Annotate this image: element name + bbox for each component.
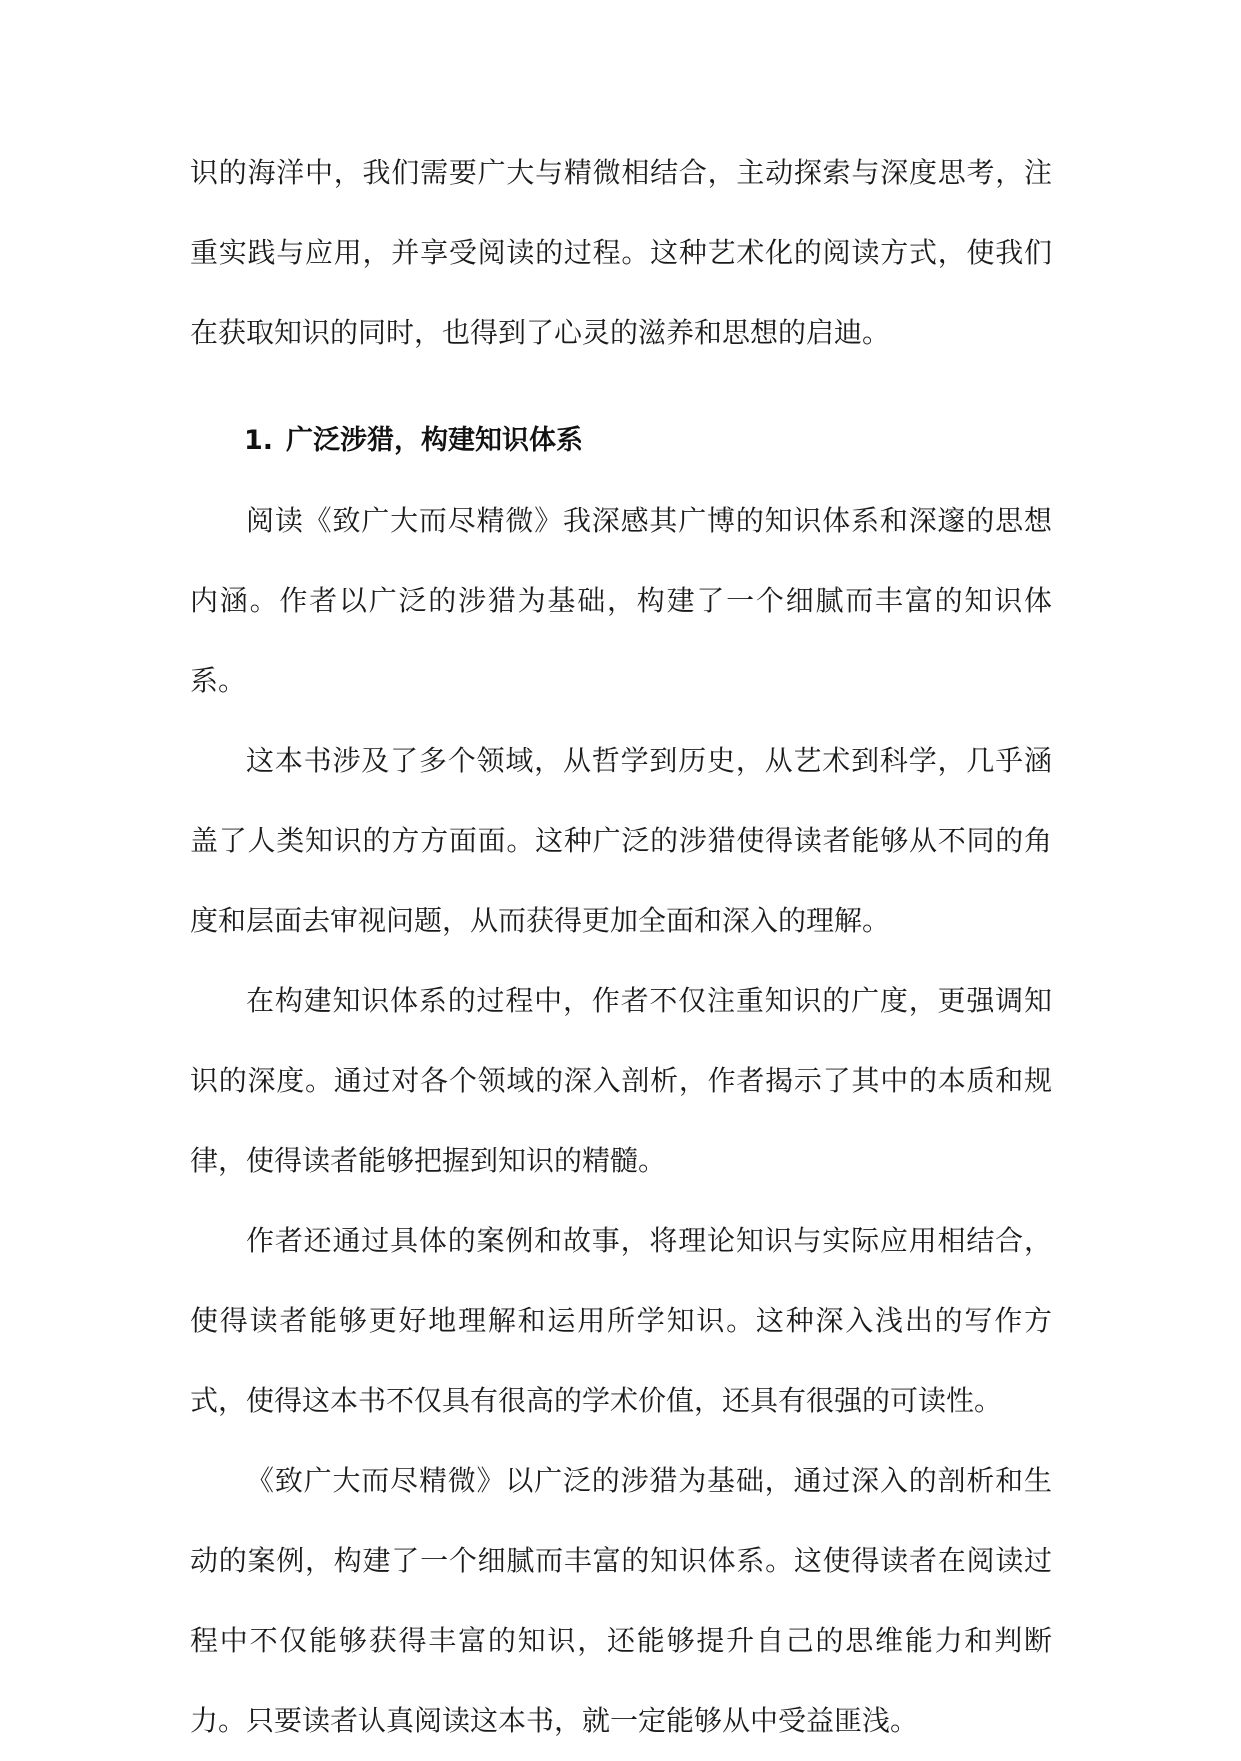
body-paragraph: 《致广大而尽精微》以广泛的涉猎为基础，通过深入的剖析和生动的案例，构建了一个细腻而丰富的知识体系。这使得读者在阅读过程中不仅能够获得丰富的知识，还能够提升自己的思维能力和判断力。只要读者认真阅读这本书，就一定能够从中受益匪浅。 [190, 1464, 1052, 1737]
document-page [190, 133, 1052, 1761]
section-heading [190, 401, 1052, 481]
body-paragraph: 作者还通过具体的案例和故事，将理论知识与实际应用相结合，使得读者能够更好地理解和运用所学知识。这种深入浅出的写作方式，使得这本书不仅具有很高的学术价值，还具有很强的可读性。 [190, 1224, 1052, 1417]
section-number: 1. [244, 425, 274, 456]
body-paragraph: 阅读《致广大而尽精微》我深感其广博的知识体系和深邃的思想内涵。作者以广泛的涉猎为基础，构建了一个细腻而丰富的知识体系。 [190, 504, 1052, 697]
section-title: 广泛涉猎，构建知识体系 [286, 425, 583, 456]
body-paragraph: 这本书涉及了多个领域，从哲学到历史，从艺术到科学，几乎涵盖了人类知识的方方面面。这种广泛的涉猎使得读者能够从不同的角度和层面去审视问题，从而获得更加全面和深入的理解。 [190, 744, 1052, 937]
intro-paragraph: 识的海洋中，我们需要广大与精微相结合，主动探索与深度思考，注重实践与应用，并享受阅读的过程。这种艺术化的阅读方式，使我们在获取知识的同时，也得到了心灵的滋养和思想的启迪。 [190, 156, 1052, 349]
body-paragraph: 在构建知识体系的过程中，作者不仅注重知识的广度，更强调知识的深度。通过对各个领域的深入剖析，作者揭示了其中的本质和规律，使得读者能够把握到知识的精髓。 [190, 984, 1052, 1177]
